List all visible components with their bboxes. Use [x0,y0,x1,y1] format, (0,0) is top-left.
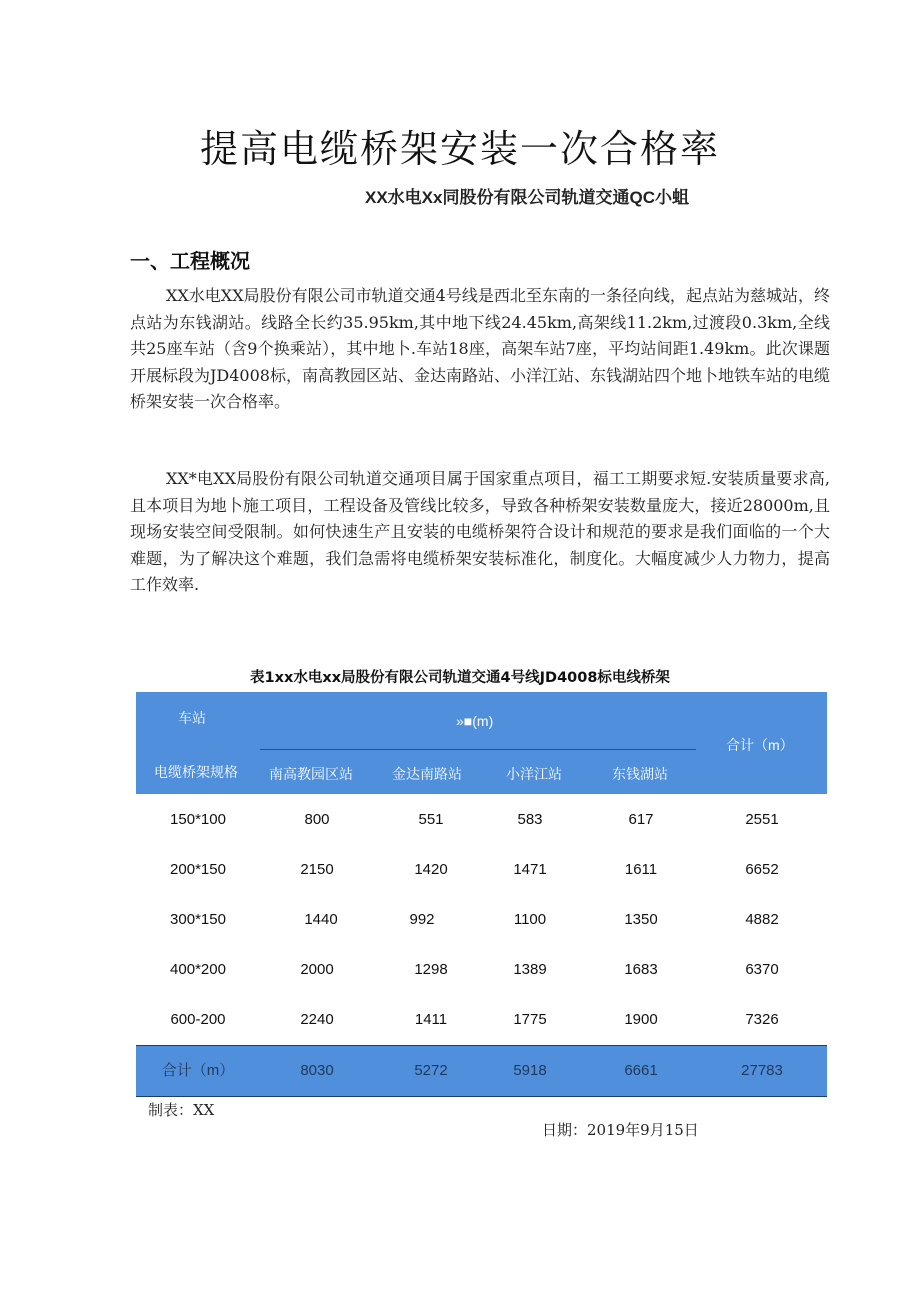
table-header [136,692,827,794]
cable-tray-table [136,692,827,1096]
total-value: 8030 [300,1062,334,1079]
row-value: 1611 [624,861,658,878]
row-spec: 300*150 [170,911,226,928]
row-value: 1411 [414,1011,448,1028]
subtitle: XX水电Xx同股份有限公司轨道交通QC小蛆 [365,188,689,207]
total-value: 6661 [624,1062,658,1079]
prepared-by: 制表：XX [148,1101,215,1119]
row-value: 2150 [300,861,334,878]
row-spec: 400*200 [170,961,226,978]
row-value: 1683 [624,961,658,978]
header-station-4: 东钱湖站 [612,766,668,782]
header-group: »■(m) [456,713,494,729]
header-station-1: 南高教园区站 [269,766,353,782]
table-total-row [136,1045,827,1097]
row-value: 1100 [513,911,547,928]
table-row [136,795,827,845]
paragraph-2: XX*电XX局股份有限公司轨道交通项目属于国家重点项目，福工工期要求短.安装质量要求高,且本项目为地卜施工项目，工程设备及管线比较多，导致各种桥架安装数量庞大，接近28000m,且现场安装空间受限制。如何快速生产且安装的电缆桥架符合设计和规范的要求是我们面临的一个大难题，为了解决这个难题，我们急需将电缆桥架安装标准化，制度化。大幅度减少人力物力，提高工作效率. [130,469,830,594]
table-caption: 表1xx水电xx局股份有限公司轨道交通4号线JD4008标电线桥架 [250,670,670,686]
paragraph-1: XX水电XX局股份有限公司市轨道交通4号线是西北至东南的一条径向线，起点站为慈城站，终点站为东钱湖站。线路全长约35.95km,其中地下线24.45km,高架线11.2km,过渡段0.3km,全线共25座车站（含9个换乘站），其中地卜.车站18座，高架车站7座，平均站间距1.49km。此次课题开展标段为JD4008标，南高教园区站、金达南路站、小洋江站、东钱湖站四个地卜地铁车站的电缆桥架安装一次合格率。 [130,286,830,411]
row-total: 7326 [745,1011,779,1028]
row-spec: 600-200 [170,1011,226,1028]
row-value: 583 [517,811,543,828]
header-station: 车站 [178,710,206,726]
row-spec: 150*100 [170,811,226,828]
row-value: 2000 [300,961,334,978]
row-value: 1298 [414,961,448,978]
date: 日期：2019年9月15日 [542,1121,699,1139]
row-value: 800 [304,811,330,828]
row-total: 2551 [745,811,779,828]
row-value: 1775 [513,1011,547,1028]
row-value: 2240 [300,1011,334,1028]
row-value: 1471 [513,861,547,878]
row-value: 551 [418,811,444,828]
section-heading: 一、工程概况 [130,249,250,273]
total-value: 5272 [414,1062,448,1079]
table-row [136,995,827,1045]
row-value: 1420 [414,861,448,878]
page-title: 提高电缆桥架安装一次合格率 [199,127,720,171]
row-value: 617 [628,811,654,828]
header-divider [260,749,696,750]
header-spec: 电缆桥架规格 [154,764,238,780]
grand-total: 27783 [741,1062,783,1079]
row-total: 4882 [745,911,779,928]
header-station-3: 小洋江站 [506,766,562,782]
row-value: 1350 [624,911,658,928]
row-value: 1900 [624,1011,658,1028]
table-row [136,845,827,895]
header-station-2: 金达南路站 [392,766,462,782]
row-total: 6370 [745,961,779,978]
row-value: 1389 [513,961,547,978]
row-total: 6652 [745,861,779,878]
total-value: 5918 [513,1062,547,1079]
total-label: 合计（m） [161,1062,235,1079]
row-spec: 200*150 [170,861,226,878]
table-row [136,895,827,945]
row-value: 1440 [304,911,338,928]
header-total: 合计（m） [726,737,794,753]
row-value: 992 [409,911,435,928]
table-row [136,945,827,995]
